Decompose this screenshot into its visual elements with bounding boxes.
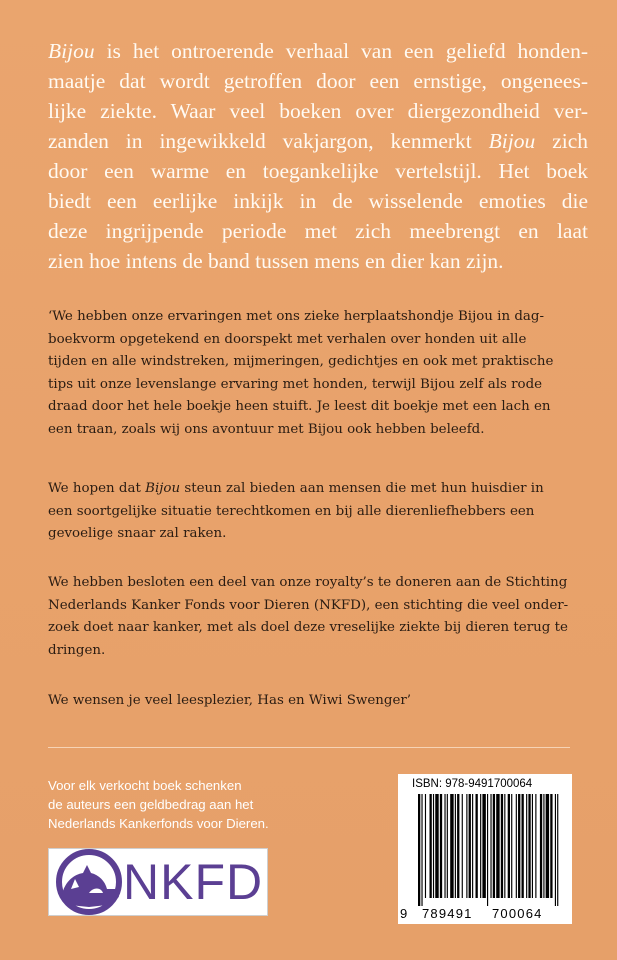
quote-line: gevoelige snaar zal raken. (48, 526, 227, 542)
quote-text: We hopen dat (48, 481, 146, 496)
barcode-bar (421, 794, 422, 906)
barcode-bar (482, 794, 485, 898)
intro-text: zanden in ingewikkeld vakjargon, kenmerkt (48, 129, 489, 153)
title-italic: Bijou (488, 129, 536, 153)
quote-line: boekvorm opgetekend en doorspekt met verhalen over honden uit alle (48, 331, 527, 347)
intro-line: deze ingrijpende periode met zich meebrengt en laat (48, 219, 588, 243)
quote-line: zoek doet naar kanker, met als doel deze vreselijke ziekte bij dieren terug te (48, 620, 568, 636)
intro-text: zich (535, 129, 589, 153)
barcode-bar (546, 794, 549, 898)
barcode-bar (430, 794, 432, 898)
quote-line: Nederlands Kanker Fonds voor Dieren (NKFD), een stichting die veel onder- (48, 597, 569, 613)
barcode (398, 774, 572, 924)
barcode-bar (440, 794, 442, 898)
quote-paragraph-2 (48, 478, 572, 546)
quote-line: ‘We hebben onze ervaringen met ons zieke herplaatshondje Bijou in dag- (48, 309, 544, 324)
barcode-bar (466, 794, 467, 898)
barcode-bar (425, 794, 426, 898)
title-italic: Bijou (48, 39, 95, 63)
barcode-bar (490, 794, 491, 898)
barcode-bar (501, 794, 503, 898)
barcode-bar (557, 794, 558, 906)
quote-line: tijden en alle windstreken, mijmeringen, gedichtjes en ook met praktische (48, 354, 554, 370)
dog-cat-silhouette-icon (49, 849, 129, 915)
quote-line: We hebben besloten een deel van onze royalty’s te doneren aan de Stichting (48, 575, 568, 590)
barcode-bar (526, 794, 527, 898)
barcode-bar (447, 794, 448, 898)
barcode-bar (518, 794, 520, 898)
barcode-bar (532, 794, 533, 898)
barcode-bar (435, 794, 438, 898)
quote-signoff (48, 690, 572, 713)
barcode-bar (455, 794, 456, 898)
intro-line: maatje dat wordt getroffen door een ernstige, ongenees- (48, 69, 588, 93)
barcode-bar (528, 794, 530, 898)
barcode-bar (462, 794, 463, 898)
intro-blurb (48, 36, 588, 276)
quote-paragraph-3 (48, 572, 572, 662)
barcode-bar (522, 794, 524, 898)
quote-line: een traan, zoals wij ons avontuur met Bijou ook hebben beleefd. (48, 421, 485, 437)
barcode-bar (433, 794, 434, 898)
quote-line (48, 478, 572, 501)
barcode-bar (496, 794, 499, 898)
quote-paragraph-1 (48, 306, 572, 442)
quote-line: tips uit onze levenslange ervaring met honden, terwijl Bijou zelf als rode (48, 376, 543, 392)
barcode-bar (511, 794, 512, 898)
intro-text: is het ontroerende verhaal van een geliefd honden- (94, 39, 588, 63)
donation-line: Voor elk verkocht boek schenken (48, 778, 242, 793)
barcode-bar (450, 794, 453, 898)
quote-line: draad door het hele boekje heen stuift. Je leest dit boekje met een lach en (48, 399, 551, 415)
intro-line: zien hoe intens de band tussen mens en dier kan zijn. (48, 249, 504, 273)
quote-line: dringen. (48, 642, 106, 658)
quote-text: steun zal bieden aan mensen die met hun huisdier in (180, 481, 544, 496)
quote-line: een soortgelijke situatie terechtkomen en bij alle dierenliefhebbers een (48, 503, 535, 519)
barcode-bar (493, 794, 495, 898)
barcode-digits-left: 789491 (422, 906, 473, 921)
barcode-digits-right: 700064 (492, 906, 543, 921)
barcode-bar (476, 794, 478, 898)
barcode-bar (444, 794, 445, 898)
barcode-bar (543, 794, 544, 898)
barcode-bars (408, 794, 564, 906)
logo-text: NKFD (123, 854, 264, 910)
barcode-bar (457, 794, 459, 898)
barcode-bar (487, 794, 488, 906)
barcode-bar (480, 794, 481, 898)
barcode-bar (418, 794, 420, 906)
barcode-bar (508, 794, 510, 898)
barcode-bar (472, 794, 473, 898)
intro-line: biedt een eerlijke inkijk in de wisselende emoties die (48, 189, 588, 213)
barcode-bar (504, 794, 505, 898)
donation-line: de auteurs een geldbedrag aan het (48, 797, 254, 812)
nkfd-logo (48, 848, 268, 916)
title-italic: Bijou (145, 481, 181, 496)
isbn-label: ISBN: 978-9491700064 (412, 778, 533, 790)
barcode-bar (540, 794, 542, 898)
barcode-bar (516, 794, 517, 898)
divider (48, 747, 570, 748)
barcode-bar (555, 794, 556, 906)
intro-line (48, 126, 588, 156)
donation-line: Nederlands Kankerfonds voor Dieren. (48, 816, 269, 831)
barcode-digit-first: 9 (400, 906, 409, 921)
barcode-bar (535, 794, 536, 898)
donation-note (48, 776, 328, 833)
intro-line (48, 36, 588, 66)
quote-line: We wensen je veel leesplezier, Has en Wiwi Swenger’ (48, 693, 412, 708)
intro-line: lijke ziekte. Waar veel boeken over diergezondheid ver- (48, 99, 588, 123)
barcode-bar (550, 794, 552, 898)
intro-line: door een warme en toegankelijke vertelstijl. Het boek (48, 159, 588, 183)
barcode-bar (469, 794, 471, 898)
